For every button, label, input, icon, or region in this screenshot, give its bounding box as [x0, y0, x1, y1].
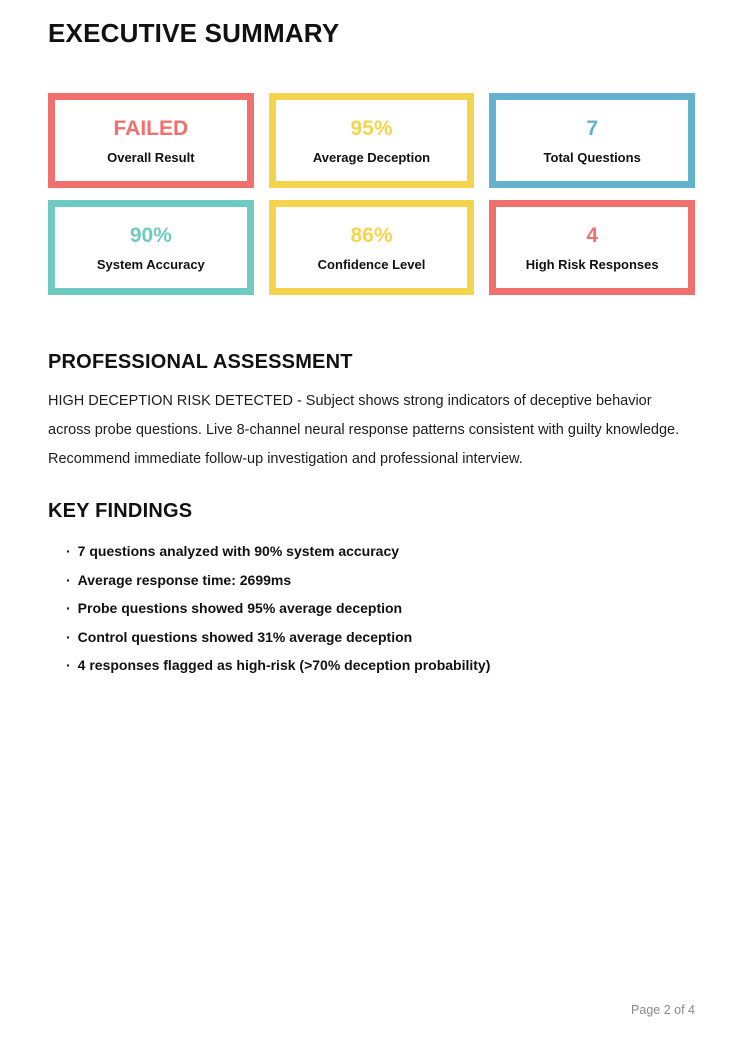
stat-card-overall-result: [48, 93, 254, 188]
stat-card-system-accuracy: [48, 200, 254, 295]
bullet-dot: ·: [66, 628, 71, 645]
stat-label: High Risk Responses: [525, 256, 659, 272]
bullet-dot: ·: [66, 600, 71, 616]
stat-label: Average Deception: [312, 149, 431, 165]
finding-text: Probe questions showed 95% average deception: [77, 600, 403, 616]
finding-text: Average response time: 2699ms: [77, 571, 292, 588]
finding-item: [66, 657, 695, 674]
finding-item: [66, 600, 695, 617]
stat-card-high-risk-responses: [489, 200, 695, 295]
stat-card-total-questions: [489, 93, 695, 188]
page-title: EXECUTIVE SUMMARY: [48, 18, 340, 48]
page-number: Page 2 of 4: [631, 1003, 695, 1017]
finding-item: [66, 543, 695, 560]
stat-value: 7: [586, 116, 598, 140]
stat-value: FAILED: [113, 116, 189, 140]
stat-value: 86%: [350, 223, 393, 247]
stat-value: 4: [586, 223, 598, 247]
stat-label: Total Questions: [543, 149, 641, 165]
stat-cards-grid: [48, 93, 695, 295]
assessment-body-text: HIGH DECEPTION RISK DETECTED - Subject shows strong indicators of deceptive behavior across probe questions. Live 8-channel neural response patterns consistent with guilty knowledge. Recommend immediate follow-up investigation and professional interview.: [48, 393, 680, 467]
stat-label: System Accuracy: [96, 256, 205, 272]
bullet-dot: ·: [66, 571, 71, 588]
key-findings-heading: KEY FINDINGS: [48, 500, 193, 522]
finding-text: 4 responses flagged as high-risk (>70% deception probability): [77, 657, 491, 673]
stat-value: 90%: [129, 223, 172, 247]
stat-label: Overall Result: [107, 149, 195, 165]
bullet-dot: ·: [66, 657, 71, 673]
finding-text: Control questions showed 31% average deception: [77, 628, 413, 645]
stat-value: 95%: [350, 116, 393, 140]
key-findings-list: [48, 543, 695, 674]
finding-item: [66, 629, 695, 646]
assessment-heading: PROFESSIONAL ASSESSMENT: [48, 351, 353, 373]
stat-label: Confidence Level: [317, 256, 426, 272]
stat-card-confidence-level: [269, 200, 475, 295]
stat-card-average-deception: [269, 93, 475, 188]
finding-text: 7 questions analyzed with 90% system accuracy: [77, 543, 400, 559]
finding-item: [66, 572, 695, 589]
bullet-dot: ·: [66, 543, 71, 559]
